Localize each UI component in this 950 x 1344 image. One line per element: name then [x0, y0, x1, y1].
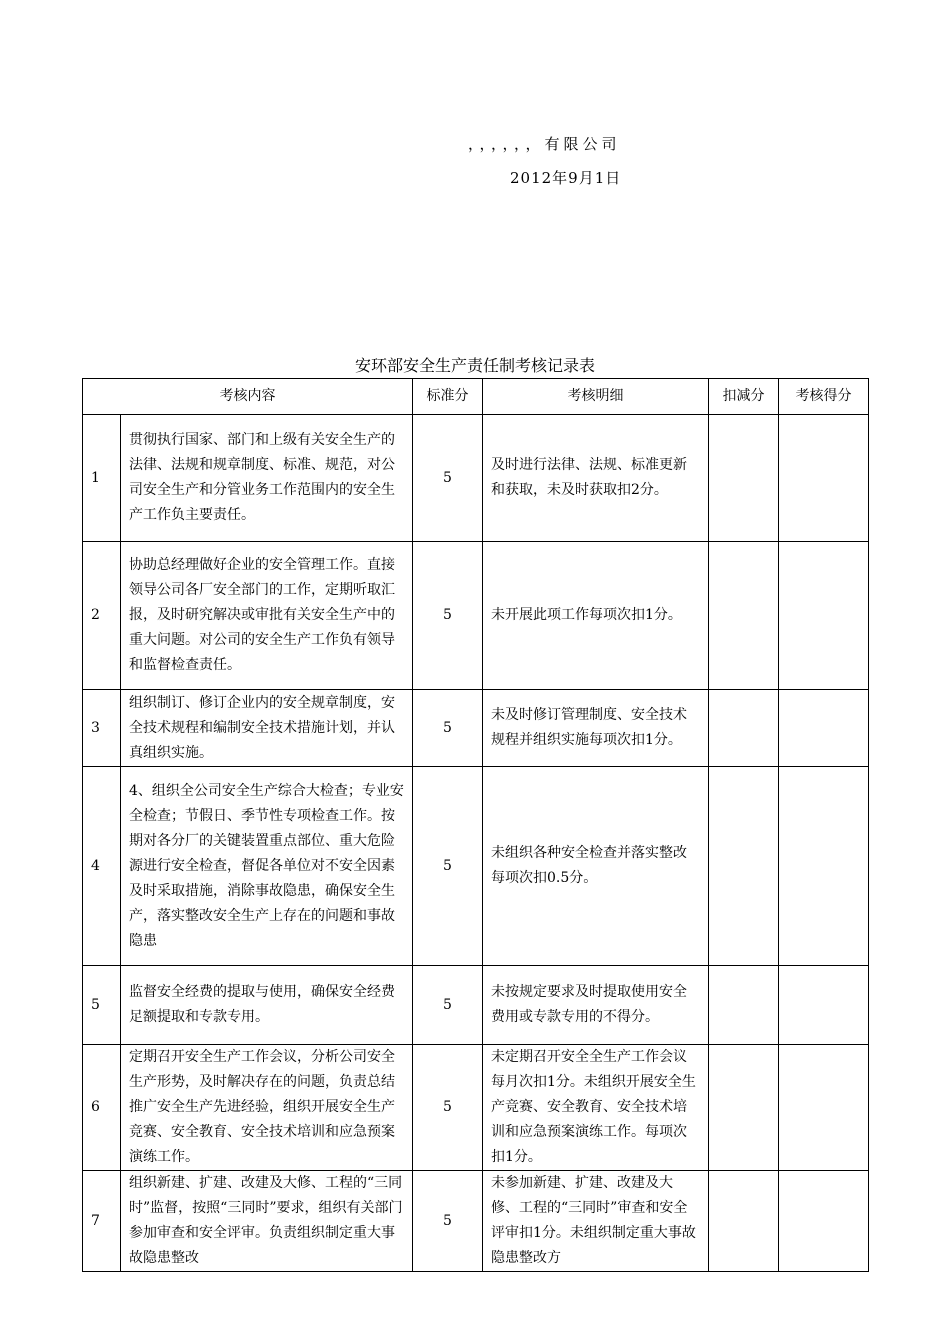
row-detail: 未按规定要求及时提取使用安全费用或专款专用的不得分。: [483, 966, 709, 1045]
row-number: 4: [83, 767, 121, 966]
row-content: 定期召开安全生产工作会议，分析公司安全生产形势，及时解决存在的问题，负责总结推广安全生产先进经验，组织开展安全生产竞赛、安全教育、安全技术培训和应急预案演练工作。: [121, 1045, 413, 1171]
column-header-final-score: 考核得分: [779, 379, 869, 415]
row-number: 7: [83, 1171, 121, 1272]
document-date: 2012年9月1日: [510, 169, 622, 187]
row-standard-score: 5: [413, 767, 483, 966]
company-name: ，，，，，，有限公司: [468, 135, 621, 153]
column-header-deduction: 扣减分: [709, 379, 779, 415]
row-detail: 未组织各种安全检查并落实整改每项次扣0.5分。: [483, 767, 709, 966]
row-standard-score: 5: [413, 415, 483, 542]
row-content: 监督安全经费的提取与使用，确保安全经费足额提取和专款专用。: [121, 966, 413, 1045]
row-number: 6: [83, 1045, 121, 1171]
row-number: 2: [83, 542, 121, 690]
row-content: 贯彻执行国家、部门和上级有关安全生产的法律、法规和规章制度、标准、规范，对公司安全生产和分管业务工作范围内的安全生产工作负主要责任。: [121, 415, 413, 542]
row-final-score: [779, 690, 869, 767]
column-header-detail: 考核明细: [483, 379, 709, 415]
row-detail: 未开展此项工作每项次扣1分。: [483, 542, 709, 690]
table-row: [83, 690, 869, 767]
table-row: [83, 415, 869, 542]
row-deduction: [709, 690, 779, 767]
row-deduction: [709, 415, 779, 542]
row-standard-score: 5: [413, 1171, 483, 1272]
table-row: [83, 1045, 869, 1171]
row-detail: 及时进行法律、法规、标准更新和获取，未及时获取扣2分。: [483, 415, 709, 542]
row-number: 1: [83, 415, 121, 542]
row-detail: 未定期召开安全全生产工作会议每月次扣1分。未组织开展安全生产竞赛、安全教育、安全技术培训和应急预案演练工作。每项次扣1分。: [483, 1045, 709, 1171]
row-final-score: [779, 1045, 869, 1171]
row-standard-score: 5: [413, 1045, 483, 1171]
column-header-content: 考核内容: [83, 379, 413, 415]
row-content: 4、组织全公司安全生产综合大检查；专业安全检查；节假日、季节性专项检查工作。按期对各分厂的关键装置重点部位、重大危险源进行安全检查，督促各单位对不安全因素及时采取措施，消除事故隐患，确保安全生产，落实整改安全生产上存在的问题和事故隐患: [121, 767, 413, 966]
row-detail: 未参加新建、扩建、改建及大修、工程的“三同时”审查和安全评审扣1分。未组织制定重大事故隐患整改方: [483, 1171, 709, 1272]
row-deduction: [709, 767, 779, 966]
table-row: [83, 542, 869, 690]
row-content: 协助总经理做好企业的安全管理工作。直接领导公司各厂安全部门的工作，定期听取汇报，及时研究解决或审批有关安全生产中的重大问题。对公司的安全生产工作负有领导和监督检查责任。: [121, 542, 413, 690]
table-row: [83, 1171, 869, 1272]
row-final-score: [779, 542, 869, 690]
row-number: 5: [83, 966, 121, 1045]
table-row: [83, 966, 869, 1045]
row-final-score: [779, 415, 869, 542]
column-header-standard-score: 标准分: [413, 379, 483, 415]
row-standard-score: 5: [413, 690, 483, 767]
row-deduction: [709, 1171, 779, 1272]
table-title: 安环部安全生产责任制考核记录表: [354, 356, 595, 375]
row-number: 3: [83, 690, 121, 767]
assessment-table: [82, 378, 869, 1272]
row-content: 组织制订、修订企业内的安全规章制度，安全技术规程和编制安全技术措施计划，并认真组织实施。: [121, 690, 413, 767]
row-detail: 未及时修订管理制度、安全技术规程并组织实施每项次扣1分。: [483, 690, 709, 767]
row-standard-score: 5: [413, 966, 483, 1045]
row-deduction: [709, 542, 779, 690]
row-final-score: [779, 767, 869, 966]
row-deduction: [709, 966, 779, 1045]
row-standard-score: 5: [413, 542, 483, 690]
row-final-score: [779, 966, 869, 1045]
table-header-row: [83, 379, 869, 415]
row-content: 组织新建、扩建、改建及大修、工程的“三同时”监督，按照“三同时”要求，组织有关部门参加审查和安全评审。负责组织制定重大事故隐患整改: [121, 1171, 413, 1272]
row-deduction: [709, 1045, 779, 1171]
row-final-score: [779, 1171, 869, 1272]
table-row: [83, 767, 869, 966]
